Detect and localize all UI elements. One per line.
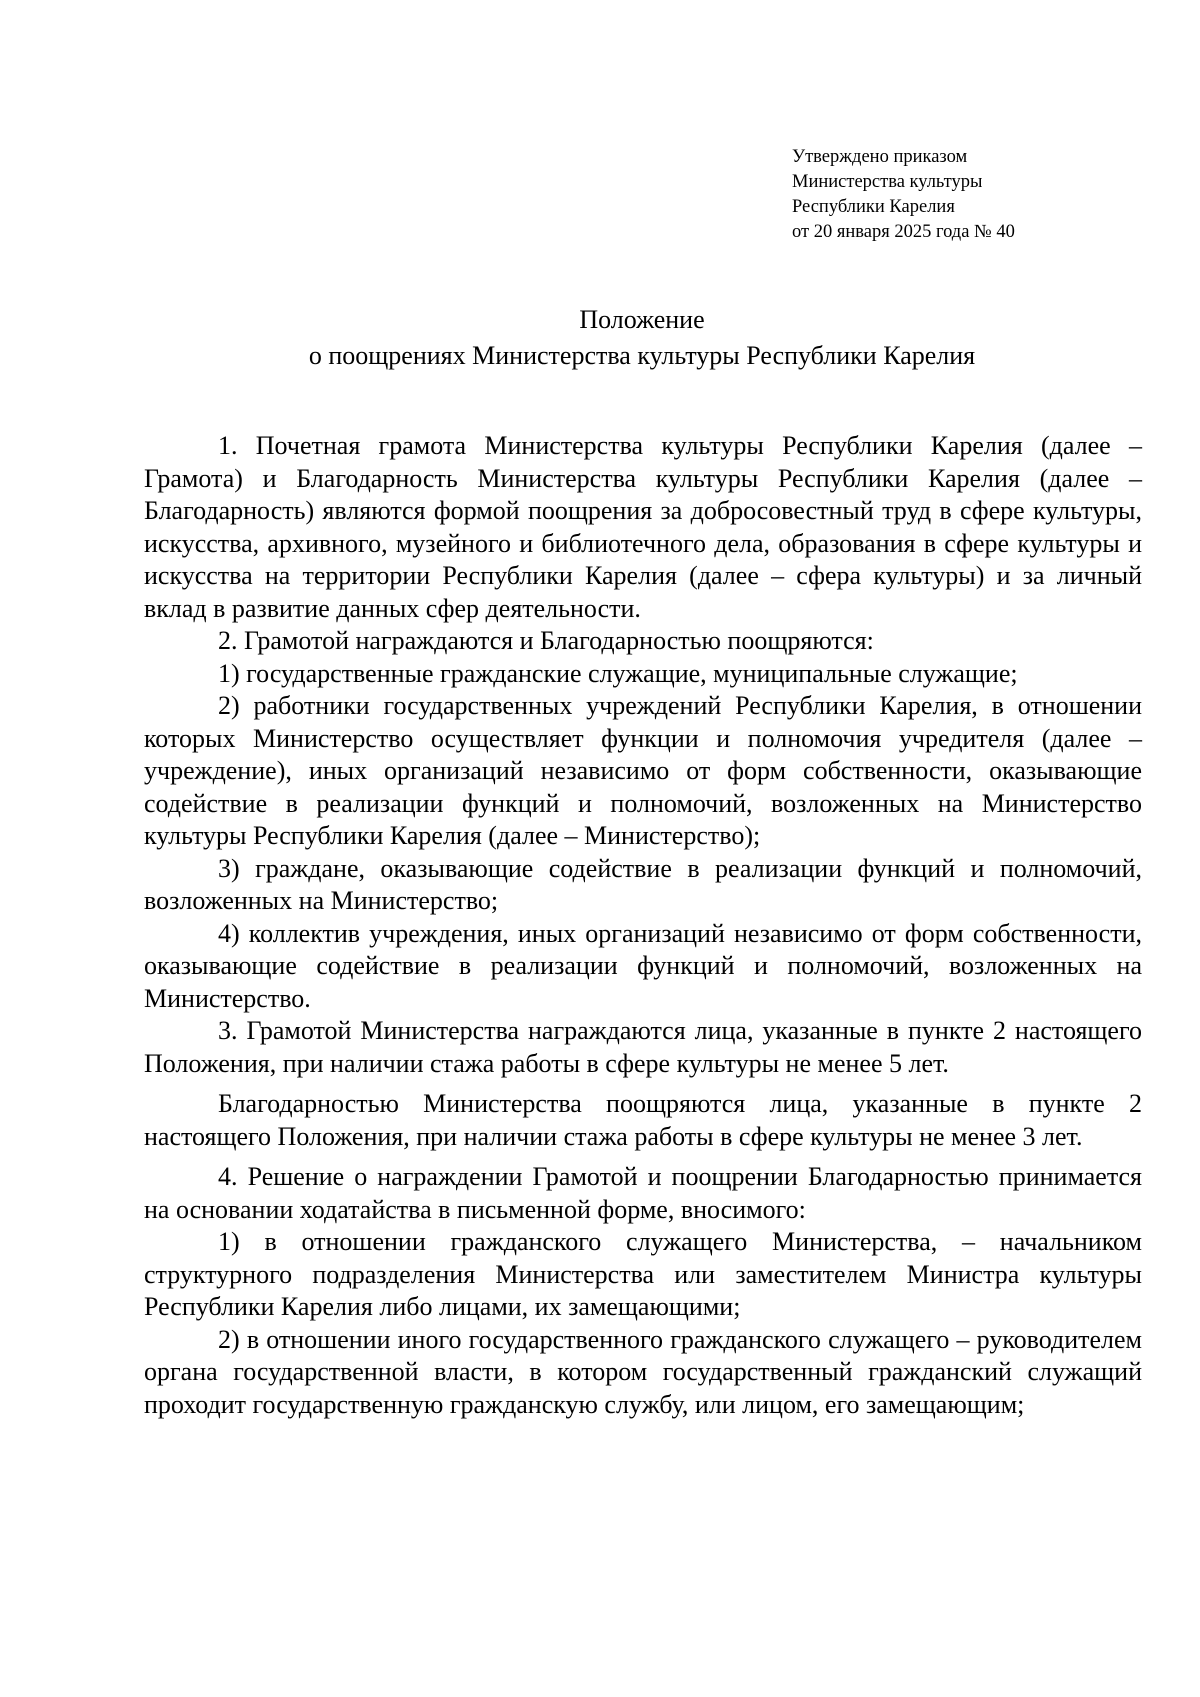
paragraph-3: 3. Грамотой Министерства награждаются лица, указанные в пункте 2 настоящего Положения, при наличии стажа работы в сфере культуры не менее 5 лет. xyxy=(144,1016,1142,1078)
paragraph-2: 2. Грамотой награждаются и Благодарностью поощряются: xyxy=(218,626,874,655)
document-body xyxy=(144,430,1142,1421)
paragraph-2-item-3: 3) граждане, оказывающие содействие в реализации функций и полномочий, возложенных на Министерство; xyxy=(144,853,1142,915)
paragraph-2-item-4: 4) коллектив учреждения, иных организаций независимо от форм собственности, оказывающие содействие в реализации функций и полномочий, возложенных на Министерство. xyxy=(144,918,1142,1013)
approval-line: Утверждено приказом xyxy=(792,147,968,167)
approval-line: Республики Карелия xyxy=(792,197,955,217)
title-main: Положение xyxy=(579,305,705,334)
title-subtitle: о поощрениях Министерства культуры Республики Карелия xyxy=(308,341,976,370)
approval-stamp xyxy=(792,145,1152,245)
document-title xyxy=(0,302,1200,374)
paragraph-4: 4. Решение о награждении Грамотой и поощрении Благодарностью принимается на основании ходатайства в письменной форме, вносимого: xyxy=(144,1162,1142,1224)
paragraph-4-item-2: 2) в отношении иного государственного гражданского служащего – руководителем органа государственной власти, в котором государственный гражданский служащий проходит государственную гражданскую службу, или лицом, его замещающим; xyxy=(144,1324,1142,1419)
approval-date-line: от 20 января 2025 года № 40 xyxy=(792,222,1015,242)
paragraph-1: 1. Почетная грамота Министерства культуры Республики Карелия (далее – Грамота) и Благодарность Министерства культуры Республики Карелия (далее – Благодарность) являются формой поощрения за добросовестный труд в сфере культуры, искусства, архивного, музейного и библиотечного дела, образования в сфере культуры и искусства на территории Республики Карелия (далее – сфера культуры) и за личный вклад в развитие данных сфер деятельности. xyxy=(144,431,1142,623)
approval-line: Министерства культуры xyxy=(792,172,983,192)
paragraph-3-second: Благодарностью Министерства поощряются лица, указанные в пункте 2 настоящего Положения, при наличии стажа работы в сфере культуры не менее 3 лет. xyxy=(144,1089,1142,1151)
paragraph-2-item-1: 1) государственные гражданские служащие, муниципальные служащие; xyxy=(218,658,1018,688)
paragraph-4-item-1: 1) в отношении гражданского служащего Министерства, – начальником структурного подразделения Министерства или заместителем Министра культуры Республики Карелия либо лицами, их замещающими; xyxy=(144,1227,1142,1321)
paragraph-2-item-2: 2) работники государственных учреждений Республики Карелия, в отношении которых Министерство осуществляет функции и полномочия учредителя (далее – учреждение), иных организаций независимо от форм собственности, оказывающие содействие в реализации функций и полномочий, возложенных на Министерство культуры Республики Карелия (далее – Министерство); xyxy=(144,691,1142,850)
